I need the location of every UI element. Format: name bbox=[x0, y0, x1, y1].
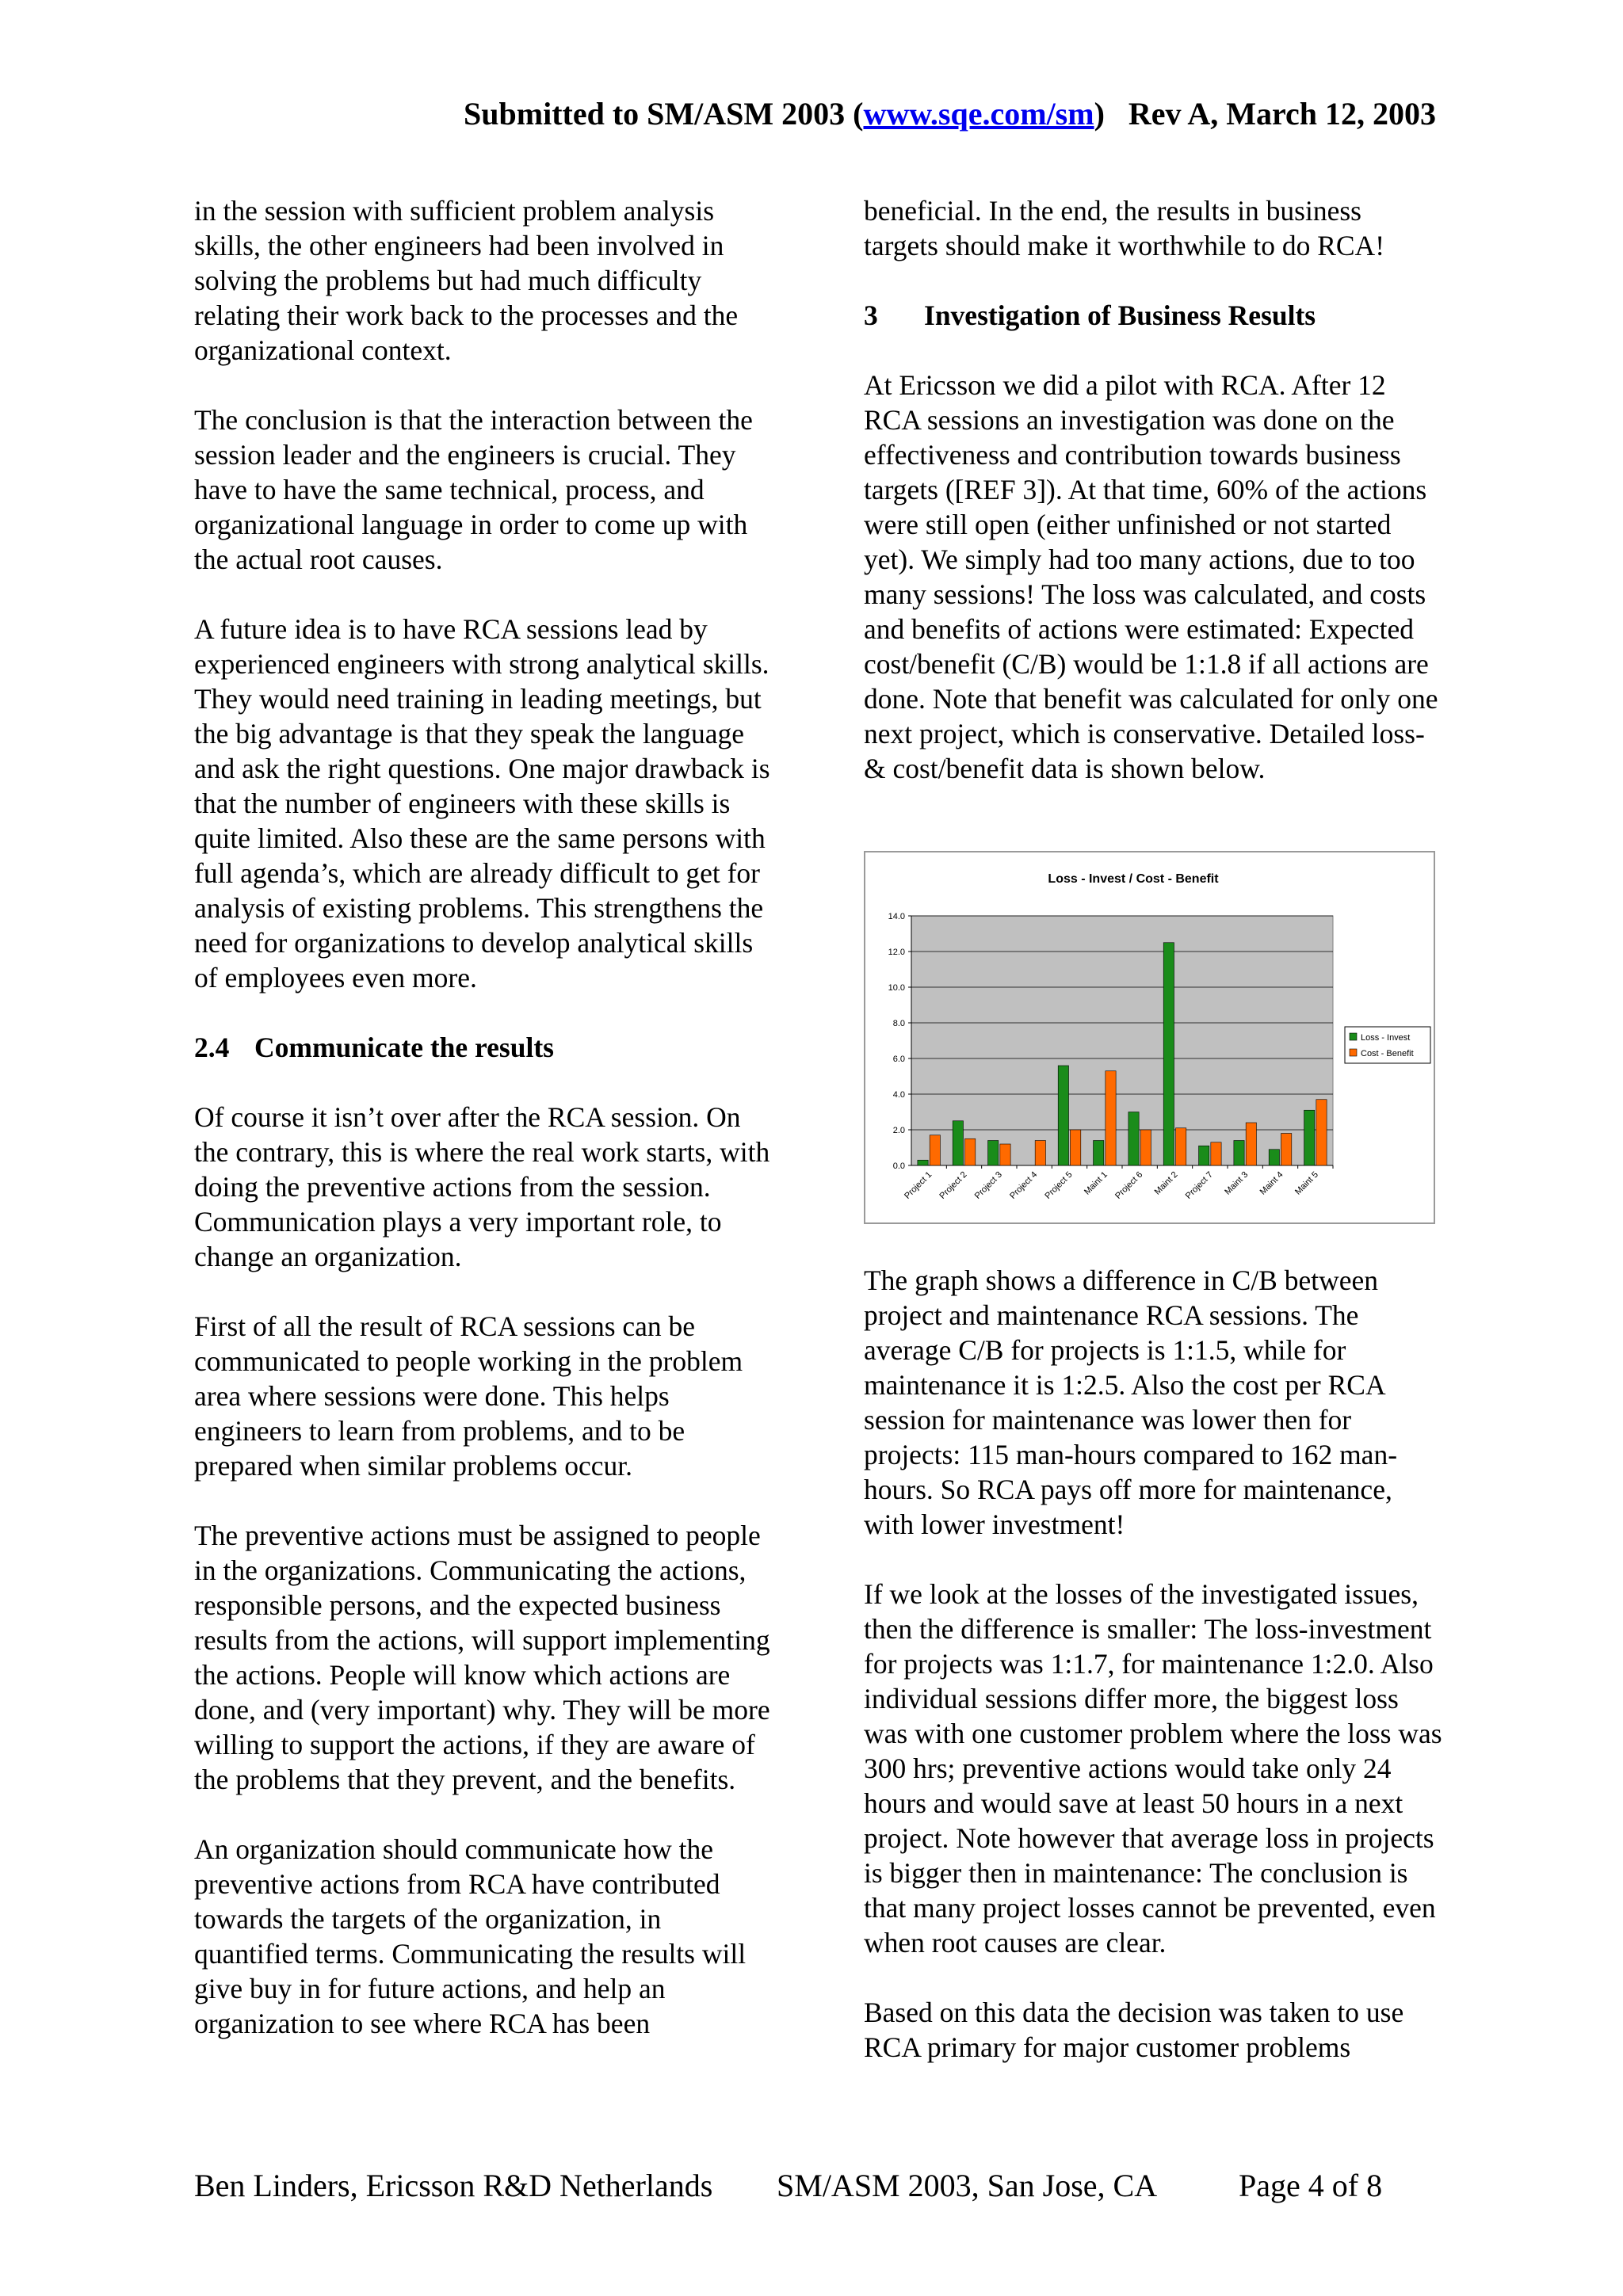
legend-swatch bbox=[1350, 1049, 1357, 1056]
bar-loss-invest bbox=[1304, 1110, 1315, 1165]
page-header bbox=[0, 95, 1436, 133]
left-paragraph-7: An organization should communicate how the preventive actions from RCA have contributed towards the targets of the organization, in quantified terms. Communicating the results will give buy in for future actions, and help an organization to see where RCA has been bbox=[194, 1833, 747, 2039]
bar-cost-benefit bbox=[1246, 1123, 1256, 1165]
footer-conference: SM/ASM 2003, San Jose, CA bbox=[777, 2168, 1158, 2203]
y-tick-label: 14.0 bbox=[888, 912, 905, 921]
bar-cost-benefit bbox=[1140, 1130, 1151, 1165]
y-tick-label: 4.0 bbox=[892, 1090, 905, 1100]
left-paragraph-1: in the session with sufficient problem analysis skills, the other engineers had been involved in solving the problems but had much difficulty relating their work back to the processes and the organizational context. bbox=[194, 195, 739, 366]
chart-title: Loss - Invest / Cost - Benefit bbox=[1048, 872, 1219, 886]
bar-cost-benefit bbox=[930, 1135, 940, 1165]
bar-loss-invest bbox=[1128, 1112, 1139, 1166]
bar-loss-invest bbox=[1058, 1066, 1068, 1165]
bar-cost-benefit bbox=[1035, 1141, 1045, 1166]
x-tick-label: Maint 5 bbox=[1293, 1169, 1320, 1197]
left-paragraph-3: A future idea is to have RCA sessions lead by experienced engineers with strong analytical skills. They would need training in leading meetings, but the big advantage is that they speak the language and ask the right questions. One major drawback is that the number of engineers with these skills is quite limited. Also these are the same persons with full agenda’s, which are already difficult to get for analysis of existing problems. This strengthens the need for organizations to develop analytical skills of employees even more. bbox=[194, 613, 770, 994]
right-paragraph-5: Based on this data the decision was taken to use RCA primary for major customer problems bbox=[864, 1997, 1404, 2063]
x-tick-label: Project 5 bbox=[1043, 1169, 1075, 1201]
section-heading-3 bbox=[864, 298, 1442, 333]
x-tick-label: Project 4 bbox=[1008, 1169, 1040, 1201]
x-tick-label: Project 1 bbox=[903, 1169, 934, 1201]
loss-invest-chart bbox=[864, 851, 1435, 1224]
x-tick-label: Maint 3 bbox=[1223, 1169, 1251, 1197]
section-title: Communicate the results bbox=[254, 1032, 554, 1063]
bar-loss-invest bbox=[1269, 1150, 1279, 1165]
x-tick-label: Project 6 bbox=[1113, 1169, 1145, 1201]
plot-area bbox=[911, 916, 1333, 1165]
bar-cost-benefit bbox=[965, 1138, 976, 1165]
y-tick-label: 12.0 bbox=[888, 948, 905, 957]
bar-cost-benefit bbox=[1176, 1128, 1186, 1165]
left-paragraph-2: The conclusion is that the interaction between the session leader and the engineers is crucial. They have to have the same technical, process, and organizational language in order to come up with the actual root causes. bbox=[194, 404, 753, 575]
y-tick-label: 8.0 bbox=[892, 1019, 905, 1028]
bar-loss-invest bbox=[918, 1160, 928, 1165]
y-tick-label: 10.0 bbox=[888, 983, 905, 993]
x-tick-label: Project 3 bbox=[972, 1169, 1004, 1201]
left-paragraph-4: Of course it isn’t over after the RCA session. On the contrary, this is where the real work starts, with doing the preventive actions from the session. Communication plays a very important role, to change an organization. bbox=[194, 1101, 770, 1272]
section-heading-2-4 bbox=[194, 1030, 773, 1065]
left-paragraph-5: First of all the result of RCA sessions can be communicated to people working in the problem area where sessions were done. This helps engineers to learn from problems, and to be prepared when similar problems occur. bbox=[194, 1310, 743, 1482]
x-tick-label: Project 2 bbox=[938, 1169, 969, 1201]
legend-swatch bbox=[1350, 1033, 1357, 1040]
right-paragraph-4: If we look at the losses of the investigated issues, then the difference is smaller: The loss-investment for projects was 1:1.7, for maintenance 1:2.0. Also individual sessions differ more, the biggest loss was with one customer problem where the loss was 300 hrs; preventive actions would take only 24 hours and would save at least 50 hours in a next project. Note however that average loss in projects is bigger then in maintenance: The conclusion is that many project losses cannot be prevented, even when root causes are clear. bbox=[864, 1578, 1442, 1958]
y-tick-label: 0.0 bbox=[892, 1161, 905, 1171]
left-column bbox=[194, 193, 773, 2076]
bar-cost-benefit bbox=[1281, 1134, 1292, 1166]
header-suffix: ) Rev A, March 12, 2003 bbox=[1094, 96, 1436, 132]
legend-label: Cost - Benefit bbox=[1361, 1049, 1414, 1058]
y-tick-label: 2.0 bbox=[892, 1126, 905, 1135]
right-column-bottom bbox=[864, 1263, 1442, 2100]
bar-loss-invest bbox=[953, 1121, 963, 1165]
x-tick-label: Maint 4 bbox=[1258, 1169, 1285, 1197]
bar-cost-benefit bbox=[1071, 1130, 1081, 1165]
right-paragraph-2: At Ericsson we did a pilot with RCA. After 12 RCA sessions an investigation was done on the effectiveness and contribution towards business targets ([REF 3]). At that time, 60% of the actions were still open (either unfinished or not started yet). We simply had too many actions, due to too many sessions! The loss was calculated, and costs and benefits of actions were estimated: Expected cost/benefit (C/B) would be 1:1.8 if all actions are done. Note that benefit was calculated for only one next project, which is conservative. Detailed loss- & cost/benefit data is shown below. bbox=[864, 369, 1438, 784]
section-number: 3 bbox=[864, 299, 878, 331]
bar-loss-invest bbox=[1094, 1141, 1104, 1166]
header-link[interactable]: www.sqe.com/sm bbox=[863, 96, 1094, 132]
bar-loss-invest bbox=[1234, 1141, 1244, 1166]
x-tick-label: Project 7 bbox=[1183, 1169, 1215, 1201]
left-paragraph-6: The preventive actions must be assigned to people in the organizations. Communicating the actions, responsible persons, and the expected business results from the actions, will support implementing the actions. People will know which actions are done, and (very important) why. They will be more willing to support the actions, if they are aware of the problems that they prevent, and the benefits. bbox=[194, 1520, 770, 1795]
header-prefix: Submitted to SM/ASM 2003 ( bbox=[464, 96, 864, 132]
y-tick-label: 6.0 bbox=[892, 1055, 905, 1064]
footer-page: Page 4 of 8 bbox=[1239, 2168, 1383, 2203]
x-tick-label: Maint 1 bbox=[1082, 1169, 1109, 1197]
bar-loss-invest bbox=[988, 1141, 999, 1166]
section-number: 2.4 bbox=[194, 1032, 230, 1063]
right-paragraph-1: beneficial. In the end, the results in business targets should make it worthwhile to do RCA! bbox=[864, 195, 1385, 261]
footer-author: Ben Linders, Ericsson R&D Netherlands bbox=[194, 2168, 713, 2203]
bar-cost-benefit bbox=[1000, 1144, 1010, 1165]
bar-cost-benefit bbox=[1211, 1142, 1221, 1165]
bar-cost-benefit bbox=[1316, 1100, 1327, 1165]
section-title: Investigation of Business Results bbox=[924, 299, 1316, 331]
legend-label: Loss - Invest bbox=[1361, 1033, 1411, 1043]
right-column-top bbox=[864, 193, 1442, 821]
bar-cost-benefit bbox=[1106, 1071, 1116, 1165]
bar-loss-invest bbox=[1163, 943, 1174, 1165]
bar-loss-invest bbox=[1199, 1146, 1209, 1165]
x-tick-label: Maint 2 bbox=[1152, 1169, 1180, 1197]
chart-svg bbox=[865, 852, 1434, 1222]
right-paragraph-3: The graph shows a difference in C/B between project and maintenance RCA sessions. The average C/B for projects is 1:1.5, while for maintenance it is 1:2.5. Also the cost per RCA session for maintenance was lower then for projects: 115 man-hours compared to 162 man-hours. So RCA pays off more for maintenance, with lower investment! bbox=[864, 1264, 1398, 1540]
